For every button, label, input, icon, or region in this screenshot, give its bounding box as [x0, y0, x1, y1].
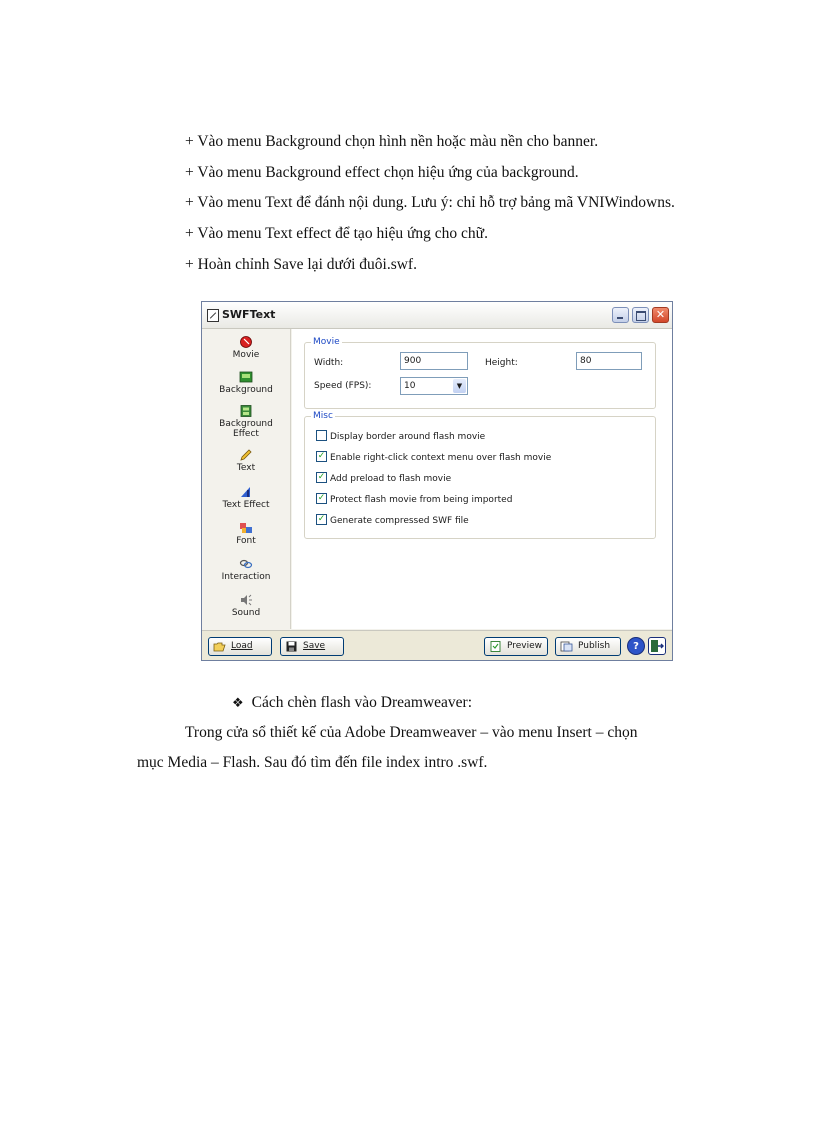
height-input[interactable]: 80 [576, 352, 642, 370]
checkbox[interactable]: ✓ [317, 493, 326, 503]
settings-panel [292, 329, 672, 629]
help-button[interactable]: ? [627, 637, 645, 655]
instruction-line: + Vào menu Background chọn hình nền hoặc màu nền cho banner. [185, 133, 599, 150]
sidebar-item-label: Font [236, 536, 256, 546]
speed-select-value: 10 [404, 381, 416, 391]
option-label: Generate compressed SWF file [330, 516, 469, 526]
movie-icon [239, 336, 253, 348]
folder-open-icon [213, 641, 226, 652]
sidebar-item-font[interactable] [202, 522, 290, 546]
category-sidebar [202, 329, 291, 629]
window-title: SWFText [222, 308, 276, 321]
option-label: Add preload to flash movie [330, 474, 452, 484]
width-input[interactable]: 900 [400, 352, 468, 370]
paragraph-line: Trong cửa sổ thiết kế của Adobe Dreamweaver – vào menu Insert – chọn [185, 724, 638, 741]
option-label: Display border around flash movie [330, 432, 486, 442]
instruction-line: + Vào menu Background effect chọn hiệu ứng của background. [185, 164, 579, 181]
movie-group-legend: Movie [313, 337, 340, 347]
option-compressed-swf[interactable] [316, 515, 469, 526]
section-heading [232, 694, 472, 712]
option-label: Enable right-click context menu over flash movie [330, 453, 552, 463]
preview-button[interactable] [484, 637, 548, 656]
option-display-border[interactable] [316, 431, 485, 442]
exit-button[interactable] [648, 637, 666, 655]
title-bar [202, 302, 672, 329]
minimize-button[interactable] [612, 307, 629, 323]
sidebar-item-label: Movie [232, 350, 260, 360]
sidebar-item-background[interactable] [202, 371, 290, 395]
chevron-down-icon: ▼ [453, 379, 466, 393]
height-label: Height: [485, 358, 518, 368]
diamond-bullet-icon: ❖ [232, 696, 244, 711]
sidebar-item-label: Sound [231, 608, 261, 618]
button-bar [202, 630, 672, 661]
close-button[interactable]: ✕ [652, 307, 669, 323]
option-add-preload[interactable] [316, 473, 451, 484]
checkbox[interactable]: ✓ [317, 451, 326, 461]
sidebar-item-label: Interaction [221, 572, 271, 582]
swftext-window [201, 301, 673, 661]
sidebar-item-label: Text [236, 463, 256, 473]
sidebar-item-movie[interactable] [202, 336, 290, 360]
exit-icon [649, 638, 665, 654]
publish-icon [560, 641, 573, 652]
load-button-label: Load [231, 641, 253, 651]
speed-label: Speed (FPS): [314, 381, 372, 391]
floppy-disk-icon [285, 641, 298, 652]
sidebar-item-interaction[interactable] [202, 558, 290, 582]
speed-select[interactable] [400, 377, 468, 395]
sound-icon [239, 594, 253, 606]
app-icon [207, 309, 219, 322]
sidebar-item-label: Background [219, 385, 273, 395]
sidebar-item-text-effect[interactable] [202, 486, 290, 510]
publish-button[interactable] [555, 637, 621, 656]
publish-button-label: Publish [578, 641, 611, 651]
font-icon [239, 522, 253, 534]
maximize-button[interactable] [632, 307, 649, 323]
checkbox[interactable]: ✓ [317, 472, 326, 482]
checkbox[interactable]: ✓ [317, 514, 326, 524]
save-button-label: Save [303, 641, 326, 651]
sidebar-item-background-effect[interactable] [202, 405, 290, 439]
background-icon [239, 371, 253, 383]
load-button[interactable] [208, 637, 272, 656]
instruction-line: + Vào menu Text để đánh nội dung. Lưu ý: chỉ hỗ trợ bảng mã VNIWindowns. [185, 194, 675, 211]
section-heading-text: Cách chèn flash vào Dreamweaver: [251, 694, 472, 711]
sidebar-item-text[interactable] [202, 449, 290, 473]
option-protect-movie[interactable] [316, 494, 512, 505]
option-label: Protect flash movie from being imported [330, 495, 513, 505]
preview-button-label: Preview [507, 641, 543, 651]
interaction-icon [239, 558, 253, 570]
width-label: Width: [314, 358, 344, 368]
save-button[interactable] [280, 637, 344, 656]
movie-group [304, 337, 656, 409]
option-enable-context-menu[interactable] [316, 452, 551, 463]
sidebar-item-label: Text Effect [222, 500, 270, 510]
text-effect-icon [239, 486, 253, 498]
instruction-line: + Hoàn chỉnh Save lại dưới đuôi.swf. [185, 256, 417, 273]
background-effect-icon [239, 405, 253, 417]
pencil-icon [239, 449, 253, 461]
preview-icon [489, 641, 502, 652]
sidebar-item-label: Background Effect [219, 419, 273, 439]
checkbox[interactable] [316, 430, 327, 441]
instruction-line: + Vào menu Text effect để tạo hiệu ứng cho chữ. [185, 225, 488, 242]
sidebar-item-sound[interactable] [202, 594, 290, 618]
paragraph-line: mục Media – Flash. Sau đó tìm đến file index intro .swf. [137, 754, 488, 771]
misc-group-legend: Misc [313, 411, 333, 421]
